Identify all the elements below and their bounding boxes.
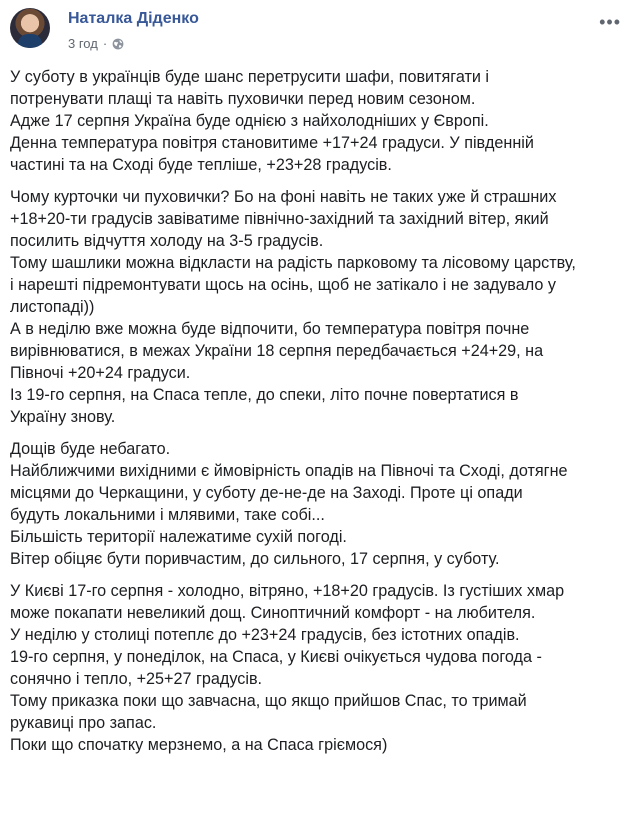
post-text-line: потренувати плащі та навіть пуховички перед новим сезоном.: [10, 90, 476, 108]
post-text-line: Дощів буде небагато.: [10, 440, 171, 458]
post-text-line: У суботу в українців буде шанс перетрусити шафи, повитягати і: [10, 68, 490, 86]
post-text-line: Тому шашлики можна відкласти на радість парковому та лісовому царству,: [10, 254, 576, 272]
post-text-line: Адже 17 серпня Україна буде однією з найхолодніших у Європі.: [10, 112, 489, 130]
post-text-line: місцями до Черкащини, у суботу де-не-де на Заході. Проте ці опади: [10, 484, 523, 502]
post-text-line: листопаді)): [10, 298, 95, 316]
meta-separator: ·: [102, 36, 108, 51]
post-text-line: і нарешті підремонтувати щось на осінь, щоб не затікало і не задувало у: [10, 276, 556, 294]
post-text-line: 19-го серпня, у понеділок, на Спаса, у Києві очікується чудова погода -: [10, 648, 542, 666]
post-text-line: У неділю у столиці потеплє до +23+24 градусів, без істотних опадів.: [10, 626, 520, 644]
post-text-line: +18+20-ти градусів завіватиме північно-західний та західний вітер, який: [10, 210, 549, 228]
post-paragraph: [10, 580, 610, 756]
post-text-line: Найближчими вихідними є ймовірність опадів на Півночі та Сході, дотягне: [10, 462, 568, 480]
post-text-line: А в неділю вже можна буде відпочити, бо температура повітря почне: [10, 320, 530, 338]
post-paragraph: [10, 66, 610, 176]
post-text-line: Вітер обіцяє бути поривчастим, до сильного, 17 серпня, у суботу.: [10, 550, 500, 568]
post-text-line: частині та на Сході буде тепліше, +23+28 градусів.: [10, 156, 392, 174]
post-header: [10, 8, 623, 60]
post-text-line: Півночі +20+24 градуси.: [10, 364, 191, 382]
post-text-line: може покапати невеликий дощ. Синоптичний комфорт - на любителя.: [10, 604, 536, 622]
post-text-line: Денна температура повітря становитиме +17+24 градуси. У південній: [10, 134, 534, 152]
post-body: [10, 66, 610, 766]
post-text-line: Більшість території належатиме сухій погоді.: [10, 528, 347, 546]
post-text-line: Із 19-го серпня, на Спаса тепле, до спеки, літо почне повертатися в: [10, 386, 519, 404]
post-text-line: вирівнюватися, в межах України 18 серпня передбачається +24+29, на: [10, 342, 544, 360]
post-paragraph: [10, 186, 610, 428]
globe-icon[interactable]: [112, 38, 124, 50]
post-text-line: посилить відчуття холоду на 3-5 градусів.: [10, 232, 324, 250]
post-text-line: рукавиці про запас.: [10, 714, 157, 732]
post-text-line: Поки що спочатку мерзнемо, а на Спаса гріємося): [10, 736, 388, 754]
post-text-line: Україну знову.: [10, 408, 116, 426]
author-name[interactable]: Наталка Діденко: [68, 10, 199, 27]
author-avatar[interactable]: [10, 8, 50, 48]
post-text-line: сонячно і тепло, +25+27 градусів.: [10, 670, 263, 688]
post-meta: [68, 36, 124, 51]
post-text-line: У Києві 17-го серпня - холодно, вітряно, +18+20 градусів. Із густіших хмар: [10, 582, 565, 600]
post-text-line: Чому курточки чи пуховички? Бо на фоні навіть не таких уже й страшних: [10, 188, 557, 206]
post-text-line: Тому приказка поки що завчасна, що якщо прийшов Спас, то тримай: [10, 692, 527, 710]
more-options-icon[interactable]: •••: [599, 12, 621, 32]
post-timestamp[interactable]: 3 год: [68, 36, 98, 51]
post-paragraph: [10, 438, 610, 570]
post-text-line: будуть локальними і млявими, таке собі...: [10, 506, 325, 524]
